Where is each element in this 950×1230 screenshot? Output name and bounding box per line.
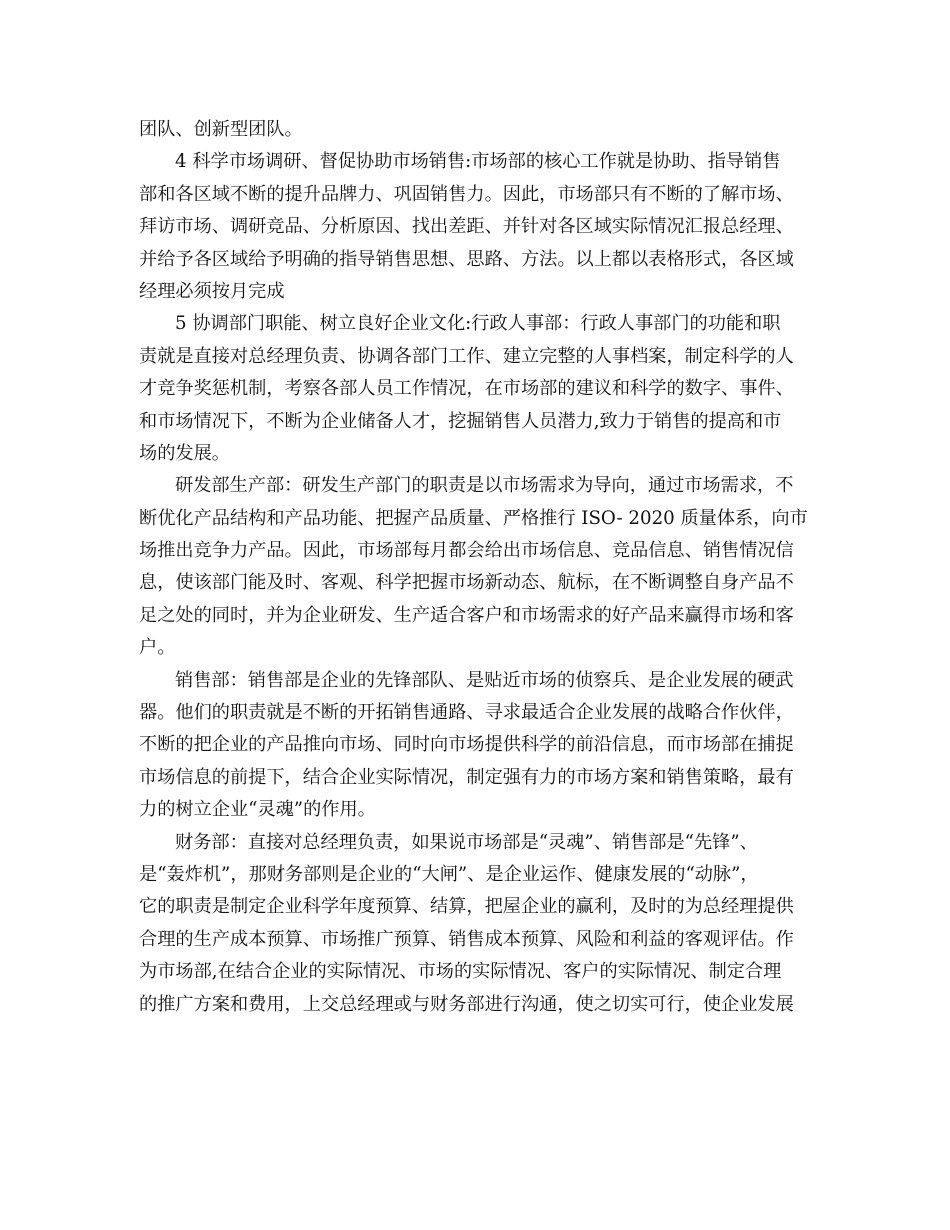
text-line: 足之处的同时，并为企业研发、生产适合客户和市场需求的好产品来赢得市场和客 — [139, 604, 794, 626]
text-line: 研发部生产部：研发生产部门的职责是以市场需求为导向，通过市场需求，不 — [175, 475, 794, 497]
text-line: 器。他们的职责就是不断的开拓销售通路、寻求最适合企业发展的战略合作伙伴， — [139, 702, 794, 724]
text-line: 部和各区域不断的提升品牌力、巩固销售力。因此，市场部只有不断的了解市场、 — [139, 183, 794, 205]
text-line: 它的职责是制定企业科学年度预算、结算，把屋企业的赢利，及时的为总经理提供 — [139, 896, 794, 918]
text-line: 和市场情况下，不断为企业储备人才，挖掘销售人员潜力,致力于销售的提高和市 — [139, 410, 782, 432]
text-line: 才竞争奖惩机制，考察各部人员工作情况，在市场部的建议和科学的数字、事件、 — [139, 378, 794, 400]
text-line: 场推出竞争力产品。因此，市场部每月都会给出市场信息、竞品信息、销售情况信 — [139, 540, 794, 562]
text-line: 是“轰炸机”，那财务部则是企业的“大闸”、是企业运作、健康发展的“动脉”， — [139, 863, 759, 885]
text-line: 息，使该部门能及时、客观、科学把握市场新动态、航标，在不断调整自身产品不 — [139, 572, 794, 594]
text-line: 5 协调部门职能、树立良好企业文化:行政人事部：行政人事部门的功能和职 — [175, 313, 781, 335]
text-line: 合理的生产成本预算、市场推广预算、销售成本预算、风险和利益的客观评估。作 — [139, 928, 794, 950]
text-line: 市场信息的前提下，结合企业实际情况，制定强有力的市场方案和销售策略，最有 — [139, 766, 794, 788]
text-line: 力的树立企业“灵魂”的作用。 — [139, 799, 376, 821]
document-body — [139, 114, 819, 1021]
text-line: 财务部：直接对总经理负责，如果说市场部是“灵魂”、销售部是“先锋”、 — [175, 831, 758, 853]
text-line: 的推广方案和费用，上交总经理或与财务部进行沟通，使之切实可行，使企业发展 — [139, 993, 794, 1015]
text-line: 责就是直接对总经理负责、协调各部门工作、建立完整的人事档案，制定科学的人 — [139, 345, 794, 367]
text-line: 并给予各区域给予明确的指导销售思想、思路、方法。以上都以表格形式，各区域 — [139, 248, 794, 270]
text-line: 场的发展。 — [139, 442, 230, 464]
text-line: 拜访市场、调研竞品、分析原因、找出差距、并针对各区域实际情况汇报总经理、 — [139, 216, 794, 238]
text-line: 为市场部,在结合企业的实际情况、市场的实际情况、客户的实际情况、制定合理 — [139, 961, 782, 983]
text-line: 销售部：销售部是企业的先锋部队、是贴近市场的侦察兵、是企业发展的硬武 — [175, 669, 794, 691]
text-line: 经理必须按月完成 — [139, 280, 285, 302]
text-line: 不断的把企业的产品推向市场、同时向市场提供科学的前沿信息，而市场部在捕捉 — [139, 734, 794, 756]
text-line: 户。 — [139, 637, 176, 659]
text-line: 团队、创新型团队。 — [139, 119, 303, 140]
text-line: 4 科学市场调研、督促协助市场销售:市场部的核心工作就是协助、指导销售 — [175, 151, 781, 173]
text-line: 断优化产品结构和产品功能、把握产品质量、严格推行 ISO- 2020 质量体系，向市 — [139, 507, 808, 529]
